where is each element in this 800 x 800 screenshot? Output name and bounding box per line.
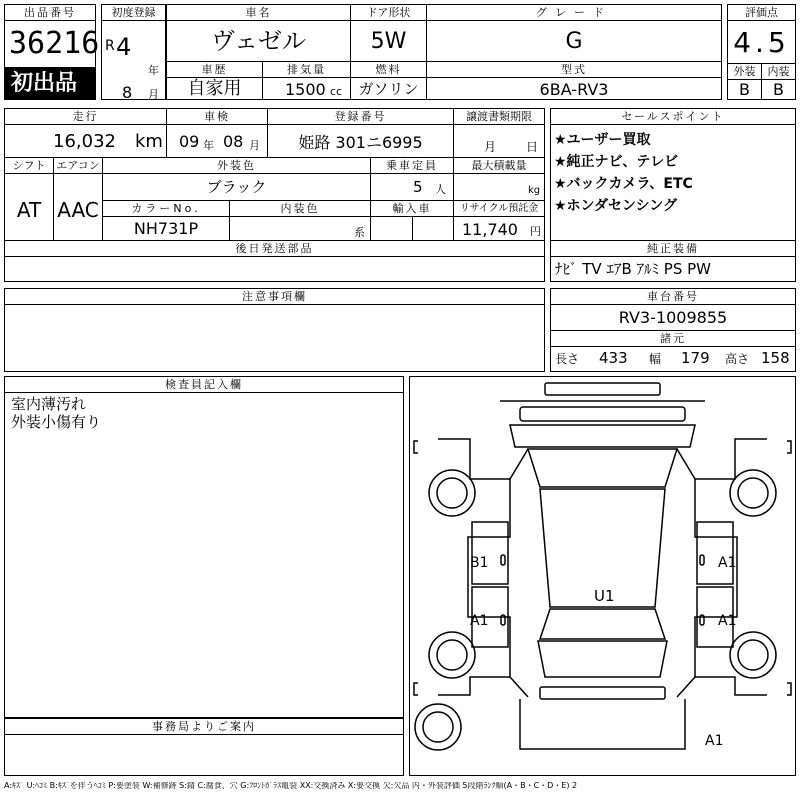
recycle-box	[453, 200, 545, 241]
width-value: 179	[681, 349, 710, 367]
mileage-unit: km	[135, 131, 163, 152]
car-name-box	[166, 4, 351, 62]
first-reg-month: 8	[122, 83, 133, 102]
aircon-label: エアコン	[54, 158, 102, 174]
office-label: 事務局よりご案内	[5, 719, 403, 735]
fuel-label: 燃料	[351, 62, 426, 78]
sales-points-box	[550, 108, 796, 241]
fuel-value: ガソリン	[358, 80, 419, 98]
int-score-label: 内装	[767, 65, 790, 78]
grade-label: グレード	[427, 5, 721, 21]
grade-box	[426, 4, 722, 62]
first-reg-era: R	[105, 38, 115, 54]
first-reg-label: 初度登録	[102, 5, 165, 21]
recycle-label: リサイクル預託金	[454, 201, 544, 217]
sales-point-1: ★ユーザー買取	[554, 132, 651, 148]
later-parts-box	[4, 240, 545, 282]
ext-color-label: 外装色	[103, 158, 370, 174]
max-load-box	[453, 157, 545, 201]
equipment-box	[550, 240, 796, 282]
first-reg-month-unit: 月	[148, 88, 159, 101]
chassis-label: 車台番号	[551, 289, 795, 305]
history-value: 自家用	[187, 78, 242, 99]
color-no-box	[102, 200, 230, 241]
car-diagram-box	[409, 376, 796, 776]
car-name-label: 車名	[167, 5, 350, 21]
width-label: 幅	[649, 352, 662, 366]
shift-box	[4, 157, 54, 241]
sales-point-2: ★純正ナビ、テレビ	[554, 154, 679, 170]
inspector-note-1: 室内薄汚れ	[11, 395, 87, 413]
height-label: 高さ	[725, 352, 750, 366]
transfer-box	[453, 108, 545, 158]
first-reg-box	[101, 4, 166, 100]
plate-label: 登録番号	[268, 109, 453, 125]
transfer-label: 譲渡書類期限	[454, 109, 544, 125]
mileage-label: 走行	[5, 109, 166, 125]
notes-box	[4, 288, 545, 372]
shift-label: シフト	[5, 158, 53, 174]
max-load-unit: kg	[528, 185, 541, 196]
dims-label: 諸元	[551, 331, 795, 347]
car-name: ヴェゼル	[210, 27, 307, 55]
recycle-unit: 円	[530, 225, 541, 238]
chassis-box	[550, 288, 796, 372]
ext-score-label: 外装	[733, 65, 756, 78]
door-value: 5W	[370, 29, 407, 54]
recycle-value: 11,740	[462, 220, 518, 239]
import-box	[370, 200, 454, 241]
transfer-day-unit: 日	[526, 140, 539, 154]
capacity-value: 5	[413, 178, 423, 196]
car-diagram	[410, 377, 795, 775]
mark-left-front: B1	[470, 555, 489, 571]
history-box	[166, 61, 263, 100]
color-no-value: NH731P	[133, 219, 199, 238]
shift-value: AT	[16, 198, 42, 222]
lot-label: 出品番号	[5, 5, 95, 21]
model-code-box	[426, 61, 722, 100]
mark-bottom: A1	[705, 733, 724, 749]
fuel-box	[350, 61, 427, 100]
displacement-value: 1500	[285, 80, 326, 99]
displacement-unit: cc	[330, 85, 343, 98]
capacity-label: 乗車定員	[371, 158, 453, 174]
inspector-note-2: 外装小傷有り	[11, 413, 102, 431]
chassis-value: RV3-1009855	[618, 308, 728, 327]
ext-score: B	[739, 80, 750, 99]
score-label: 評価点	[728, 5, 795, 21]
max-load-label: 最大積載量	[454, 158, 544, 174]
mileage-box	[4, 108, 167, 158]
length-value: 433	[599, 349, 628, 367]
first-listing-badge	[5, 67, 95, 99]
import-label: 輸入車	[371, 201, 453, 217]
lot-box	[4, 4, 100, 100]
capacity-unit: 人	[435, 183, 446, 196]
color-no-label: カラーNo.	[103, 201, 229, 217]
transfer-month-unit: 月	[484, 140, 497, 154]
notes-label: 注意事項欄	[5, 289, 544, 305]
badge-text: 初出品	[11, 71, 78, 96]
height-value: 158	[761, 349, 790, 367]
model-code-value: 6BA-RV3	[539, 80, 609, 99]
sales-points-label: セールスポイント	[551, 109, 795, 125]
mark-right-rear: A1	[718, 613, 737, 629]
displacement-box	[262, 61, 351, 100]
mark-left-rear: A1	[470, 613, 489, 629]
legend: A:ｷｽﾞ U:ﾍｺﾐ B:ｷｽﾞを伴うﾍｺﾐ P:要塗装 W:補修跡 S:錆 C:腐食、穴 G:ﾌﾛﾝﾄｶﾞﾗｽ亀裂 XX:交換済み X:要交換 欠:欠品 内・外装評価 5段階ﾗﾝｸ順(A・B・C・D・E) 2	[4, 782, 578, 790]
int-color-label: 内装色	[230, 201, 370, 217]
office-box	[4, 718, 404, 776]
aircon-value: AAC	[57, 198, 99, 222]
inspector-label: 検査員記入欄	[5, 377, 403, 393]
history-label: 車歴	[167, 62, 262, 78]
sales-point-4: ★ホンダセンシング	[554, 198, 678, 214]
ext-color-value: ブラック	[206, 178, 267, 196]
inspection-year-unit: 年	[203, 139, 214, 152]
mileage-value: 16,032	[53, 131, 116, 152]
first-reg-year-unit: 年	[148, 64, 159, 77]
inspection-label: 車検	[167, 109, 267, 125]
later-parts-label: 後日発送部品	[5, 241, 544, 257]
int-color-box	[229, 200, 371, 241]
model-code-label: 型式	[427, 62, 721, 78]
ext-color-box	[102, 157, 371, 201]
equipment-value: ﾅﾋﾞ TV ｴｱB ｱﾙﾐ PS PW	[555, 260, 711, 278]
score-box	[727, 4, 796, 100]
sales-point-3: ★バックカメラ、ETC	[554, 176, 693, 192]
inspection-month: 08	[223, 132, 244, 151]
first-reg-year: 4	[116, 33, 132, 61]
displacement-label: 排気量	[263, 62, 350, 78]
plate-box	[267, 108, 454, 158]
capacity-box	[370, 157, 454, 201]
int-score: B	[773, 80, 784, 99]
int-color-unit: 系	[354, 226, 365, 239]
length-label: 長さ	[555, 352, 580, 366]
score-value: 4.5	[733, 26, 790, 59]
inspector-box	[4, 376, 404, 718]
equipment-label: 純正装備	[551, 241, 795, 257]
lot-number: 36216	[9, 26, 100, 61]
inspection-month-unit: 月	[249, 139, 260, 152]
grade-value: G	[565, 29, 583, 54]
mark-right-front: A1	[718, 555, 737, 571]
inspection-year: 09	[179, 132, 200, 151]
door-box	[350, 4, 427, 62]
plate-value: 姫路 301ニ6995	[298, 133, 423, 152]
mark-roof: U1	[594, 587, 615, 605]
aircon-box	[53, 157, 103, 241]
door-label: ドア形状	[351, 5, 426, 21]
inspection-box	[166, 108, 268, 158]
